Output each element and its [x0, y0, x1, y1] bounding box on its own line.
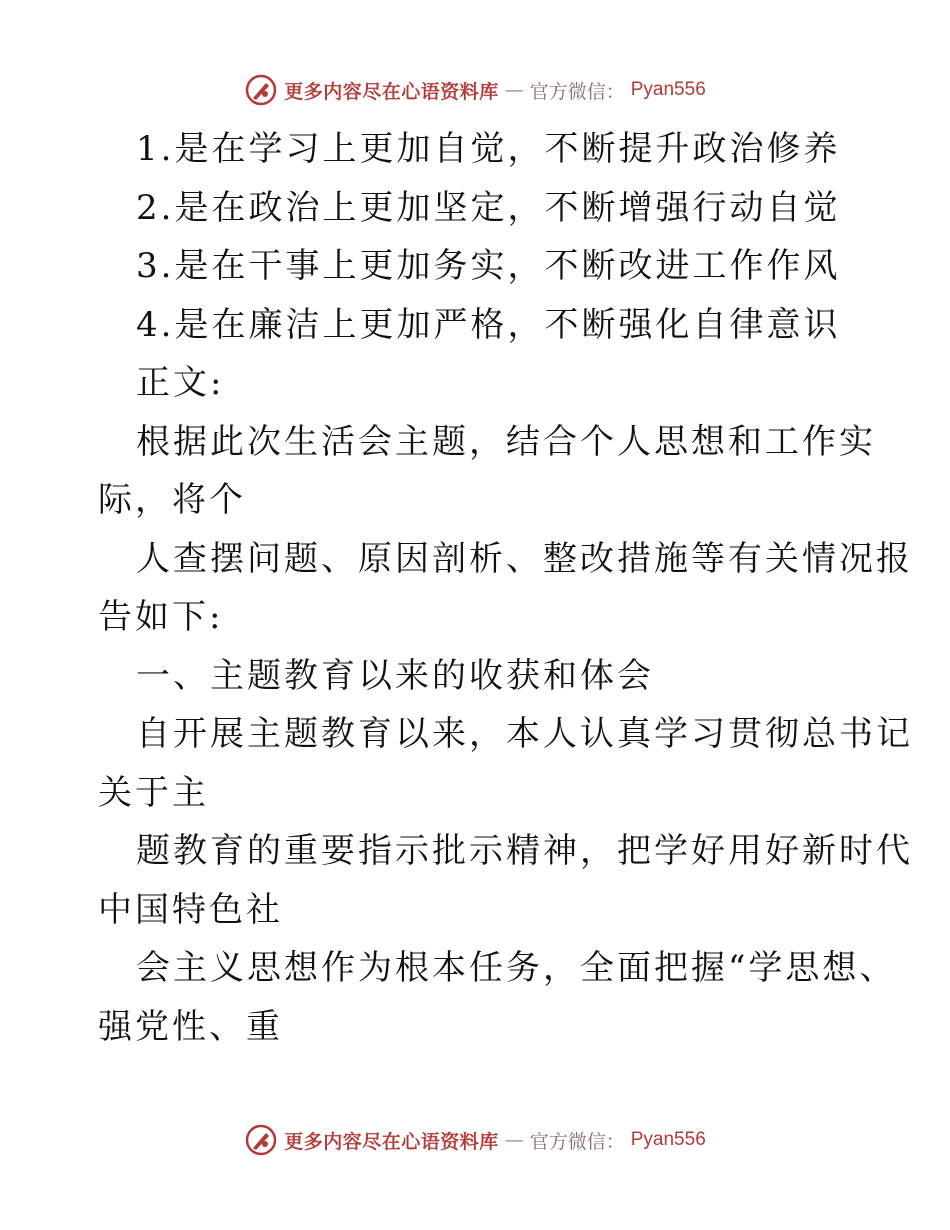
watermark-wechat-id: Pyan556: [630, 79, 706, 100]
watermark-text: 更多内容尽在心语资料库: [284, 1130, 499, 1153]
watermark-official-label: 官方微信：: [529, 80, 625, 103]
watermark-wechat-id: Pyan556: [630, 1129, 706, 1150]
document-body: [98, 120, 913, 1056]
section-heading: 一、主题教育以来的收获和体会: [136, 655, 654, 696]
paragraph-line: 告如下:: [98, 597, 224, 637]
watermark-text: 更多内容尽在心语资料库: [284, 80, 499, 103]
summary-point-1: 1.是在学习上更加自觉，不断提升政治修养: [136, 129, 841, 169]
watermark-official-label: 官方微信：: [529, 1130, 625, 1153]
pen-logo-icon: [244, 73, 278, 107]
paragraph-line: 会主义思想作为根本任务，全面把握“学思想、: [136, 948, 897, 988]
paragraph-line: 人查摆问题、原因剖析、整改措施等有关情况报: [136, 538, 913, 579]
watermark-dash: —: [504, 1129, 524, 1151]
header-watermark: [0, 70, 950, 110]
summary-point-2: 2.是在政治上更加坚定，不断增强行动自觉: [136, 187, 841, 228]
summary-point-4: 4.是在廉洁上更加严格，不断强化自律意识: [136, 304, 841, 345]
paragraph-line: 题教育的重要指示批示精神，把学好用好新时代: [136, 831, 913, 871]
paragraph-line: 根据此次生活会主题，结合个人思想和工作实: [136, 421, 876, 462]
paragraph-line: 关于主: [98, 772, 209, 813]
paragraph-line: 中国特色社: [98, 889, 283, 930]
footer-watermark: [0, 1120, 950, 1160]
paragraph-line: 强党性、重: [98, 1006, 283, 1047]
paragraph-line: 自开展主题教育以来，本人认真学习贯彻总书记: [136, 714, 913, 754]
body-heading: 正文:: [136, 363, 225, 403]
pen-logo-icon: [244, 1123, 278, 1157]
paragraph-line: 际，将个: [98, 480, 246, 520]
summary-point-3: 3.是在干事上更加务实，不断改进工作作风: [136, 246, 841, 286]
watermark-dash: —: [504, 79, 524, 101]
